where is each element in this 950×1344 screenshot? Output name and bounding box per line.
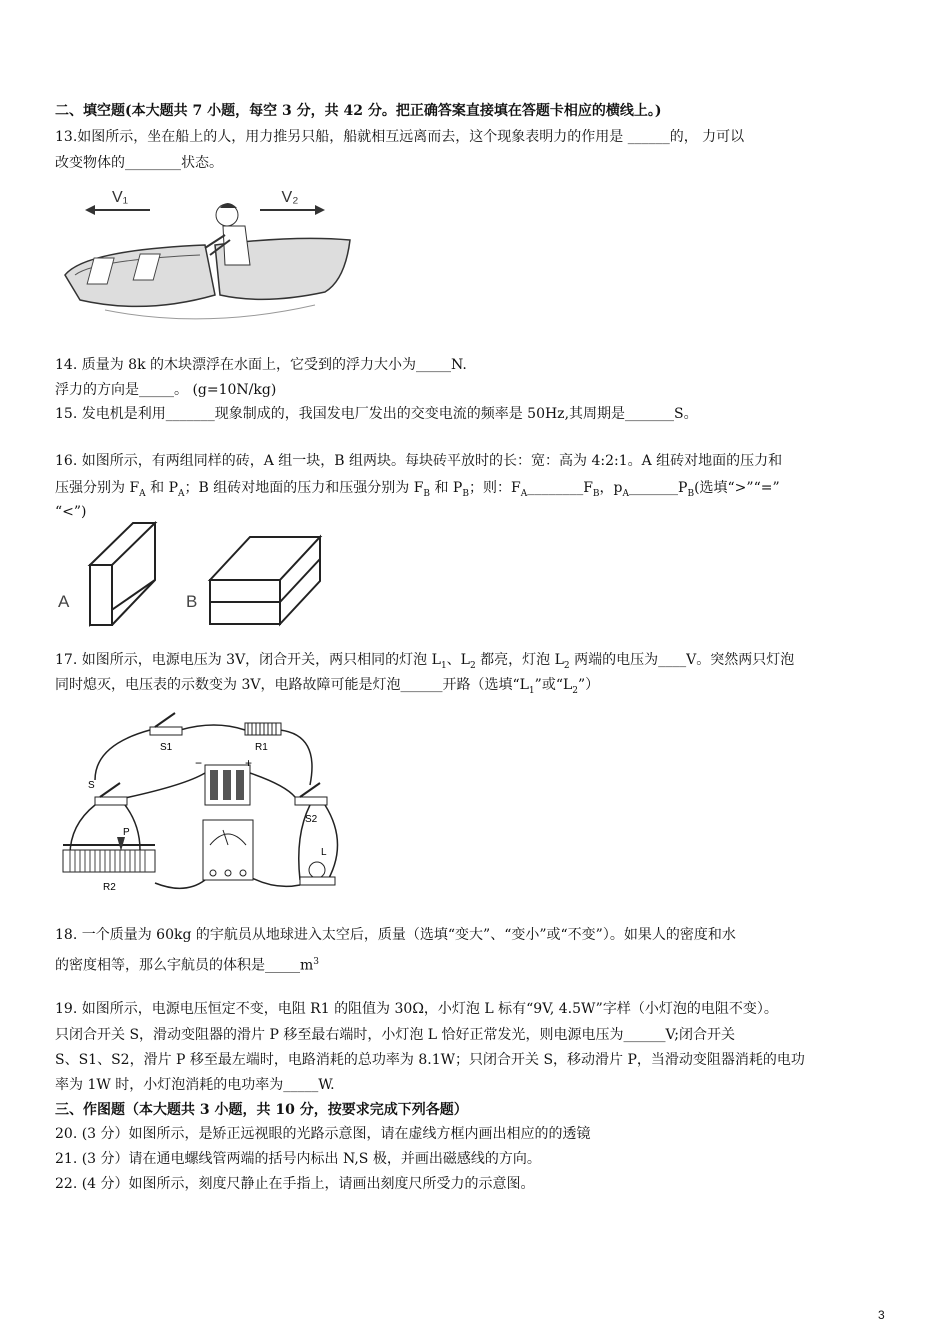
switch-s2 <box>295 797 327 805</box>
label-plus: + <box>245 756 253 770</box>
label-s1: S1 <box>160 742 173 753</box>
q18-line2: 的密度相等，那么宇航员的体积是$\_\_\_\_\_m^3$ <box>55 957 320 974</box>
q19-line3: S、S1、S2，滑片 P 移至最左端时，电路消耗的总功率为 8.1W；只闭合开关 S，移动滑片 P，当滑动变阻器消耗的电功 <box>55 1052 805 1068</box>
q14-line2: 浮力的方向是_____。 (g=10N/kg) <box>55 382 277 398</box>
page-number: 3 <box>878 1308 885 1322</box>
brick-label-a: A <box>58 592 70 611</box>
q19-line1: 19. 如图所示，电源电压恒定不变，电阻 R1 的阻值为 30Ω，小灯泡 L 标有“9V, 4.5W”字样（小灯泡的电阻不变）。 <box>55 1001 778 1017</box>
q15-line1: 15. 发电机是利用_______现象制成的，我国发电厂发出的交变电流的频率是 50Hz,其周期是_______S。 <box>55 406 698 422</box>
circuit-figure <box>55 705 355 905</box>
label-l: L <box>321 847 327 858</box>
label-r1: R1 <box>255 742 268 753</box>
q17-line1: 17. 如图所示，电源电压为 3V，闭合开关，两只相同的灯泡 $L_1$、$L_2$ 都亮，灯泡 $L_2$ 两端的电压为____V。突然两只灯泡 <box>55 652 795 671</box>
q22: 22. (4 分）如图所示，刻度尺静止在手指上，请画出刻度尺所受力的示意图。 <box>55 1176 535 1192</box>
q13-line2: 改变物体的________状态。 <box>55 155 223 171</box>
label-s: S <box>88 780 95 791</box>
q20: 20. (3 分）如图所示，是矫正远视眼的光路示意图，请在虚线方框内画出相应的的透镜 <box>55 1126 591 1142</box>
q16-line3: “<”) <box>55 504 87 520</box>
switch-s <box>95 797 127 805</box>
brick-a-front <box>90 565 112 625</box>
brick-b-lower <box>210 602 280 624</box>
q16-line1: 16. 如图所示，有两组同样的砖，A 组一块，B 组两块。每块砖平放时的长：宽：高为 4:2:1。A 组砖对地面的压力和 <box>55 453 783 469</box>
q17-line2: 同时熄灭，电压表的示数变为 3V，电路故障可能是灯泡______开路（选填“$L_1$”或“$L_2$”） <box>55 677 600 696</box>
q19-line4: 率为 1W 时，小灯泡消耗的电功率为_____W. <box>55 1077 335 1093</box>
q18-line1: 18. 一个质量为 60kg 的宇航员从地球进入太空后，质量（选填“变大”、“变小”或“不变”）。如果人的密度和水 <box>55 927 736 943</box>
q21: 21. (3 分）请在通电螺线管两端的括号内标出 N,S 极，并画出磁感线的方向。 <box>55 1151 541 1167</box>
q14-line1: 14. 质量为 8k 的木块漂浮在水面上，它受到的浮力大小为_____N. <box>55 357 467 373</box>
label-s2: S2 <box>305 814 318 825</box>
brick-b-upper <box>210 580 280 602</box>
label-minus: − <box>195 756 203 770</box>
section3-heading: 三、作图题（本大题共 3 小题，共 10 分，按要求完成下列各题） <box>55 1102 468 1118</box>
boat-figure <box>55 180 355 340</box>
v2-label: V₂ <box>281 189 299 206</box>
q13-line1: 13.如图所示，坐在船上的人，用力推另只船，船就相互远离而去，这个现象表明力的作用是 ______的， 力可以 <box>55 129 745 145</box>
switch-s1 <box>150 727 182 735</box>
label-r2: R2 <box>103 882 116 893</box>
section2-heading: 二、填空题(本大题共 7 小题，每空 3 分，共 42 分。把正确答案直接填在答题卡相应的横线上。) <box>55 103 662 119</box>
lamp-l <box>309 862 325 878</box>
label-p: P <box>123 827 130 838</box>
bricks-figure <box>55 515 335 630</box>
rheostat-r2 <box>63 850 155 872</box>
q16-line2: 压强分别为 $F_A$ 和 $P_A$；B 组砖对地面的压力和压强分别为 $F_B$ 和 $P_B$；则：$F_A\_\_\_\_\_\_\_\_F_B$，$p_A\_\_\_\_\_\_\_P_B$(选填“>”“=” <box>55 480 780 499</box>
brick-label-b: B <box>186 592 198 611</box>
q19-line2: 只闭合开关 S，滑动变阻器的滑片 P 移至最右端时，小灯泡 L 恰好正常发光，则电源电压为______V;闭合开关 <box>55 1027 735 1043</box>
v1-label: V₁ <box>111 189 129 206</box>
